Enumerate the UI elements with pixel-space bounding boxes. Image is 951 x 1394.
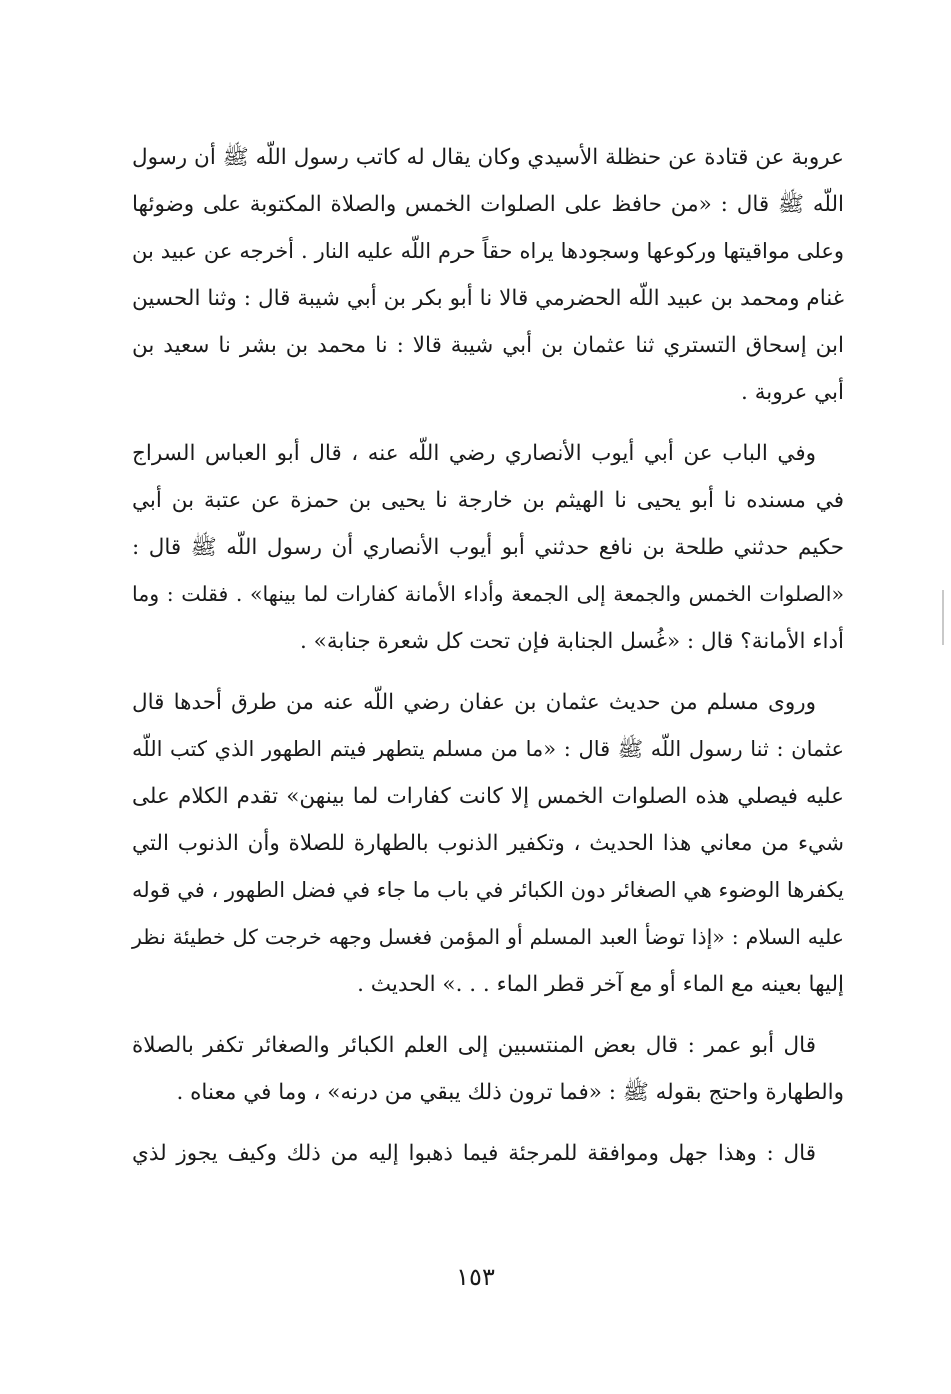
paragraph-5 xyxy=(132,1130,844,1177)
text-line: في مسنده نا أبو يحيى نا الهيثم بن خارجة نا يحيى بن حمزة عن عتبة بن أبي xyxy=(132,488,844,513)
text-line: حكيم حدثني طلحة بن نافع حدثني أبو أيوب الأنصاري أن رسول اللّه ﷺ قال : xyxy=(132,535,844,560)
text-line: أداء الأمانة؟ قال : «غُسل الجنابة فإن تحت كل شعرة جنابة» . xyxy=(300,629,844,654)
paragraph-2 xyxy=(132,430,844,665)
text-line: عروبة عن قتادة عن حنظلة الأسيدي وكان يقال له كاتب رسول اللّه ﷺ أن رسول xyxy=(132,145,844,170)
text-line: إليها بعينه مع الماء أو مع آخر قطر الماء . . .» الحديث . xyxy=(357,972,844,997)
page-number: ١٥٣ xyxy=(456,1263,495,1291)
text-line: غنام ومحمد بن عبيد اللّه الحضرمي قالا نا أبو بكر بن أبي شيبة قال : وثنا الحسين xyxy=(132,286,844,311)
paragraph-4 xyxy=(132,1022,844,1116)
text-line: وعلى مواقيتها وركوعها وسجودها يراه حقاً حرم اللّه عليه النار . أخرجه عن عبيد بن xyxy=(132,239,844,263)
page-body xyxy=(132,134,844,1177)
text-line: عثمان : ثنا رسول اللّه ﷺ قال : «ما من مسلم يتطهر فيتم الطهور الذي كتب اللّه xyxy=(132,737,844,761)
text-line: وفي الباب عن أبي أيوب الأنصاري رضي اللّه عنه ، قال أبو العباس السراج xyxy=(132,441,816,466)
text-line: شيء من معاني هذا الحديث ، وتكفير الذنوب بالطهارة للصلاة وأن الذنوب التي xyxy=(132,831,844,856)
text-line: عليه فيصلي هذه الصلوات الخمس إلا كانت كفارات لما بينهن» تقدم الكلام على xyxy=(132,784,844,809)
text-line: قال : وهذا جهل وموافقة للمرجئة فيما ذهبوا إليه من ذلك وكيف يجوز لذي xyxy=(132,1141,816,1166)
text-line: وروى مسلم من حديث عثمان بن عفان رضي اللّه عنه من طرق أحدها قال xyxy=(132,690,816,715)
text-line: عليه السلام : «إذا توضأ العبد المسلم أو المؤمن فغسل وجهه خرجت كل خطيئة نظر xyxy=(132,925,844,949)
scan-edge-mark xyxy=(942,590,944,645)
paragraph-1 xyxy=(132,134,844,416)
text-line: اللّه ﷺ قال : «من حافظ على الصلوات الخمس والصلاة المكتوبة على وضوئها xyxy=(132,192,844,217)
text-line: يكفرها الوضوء هي الصغائر دون الكبائر في باب ما جاء في فضل الطهور ، في قوله xyxy=(132,878,844,902)
text-line: قال أبو عمر : قال بعض المنتسبين إلى العلم الكبائر والصغائر تكفر بالصلاة xyxy=(132,1033,816,1058)
text-line: والطهارة واحتج بقوله ﷺ : «فما ترون ذلك يبقي من درنه» ، وما في معناه . xyxy=(176,1080,844,1105)
text-line: «الصلوات الخمس والجمعة إلى الجمعة وأداء الأمانة كفارات لما بينها» . فقلت : وما xyxy=(132,582,844,606)
text-line: أبي عروبة . xyxy=(741,380,844,405)
paragraph-3 xyxy=(132,679,844,1008)
text-line: ابن إسحاق التستري ثنا عثمان بن أبي شيبة قالا : نا محمد بن بشر نا سعيد بن xyxy=(132,333,844,358)
